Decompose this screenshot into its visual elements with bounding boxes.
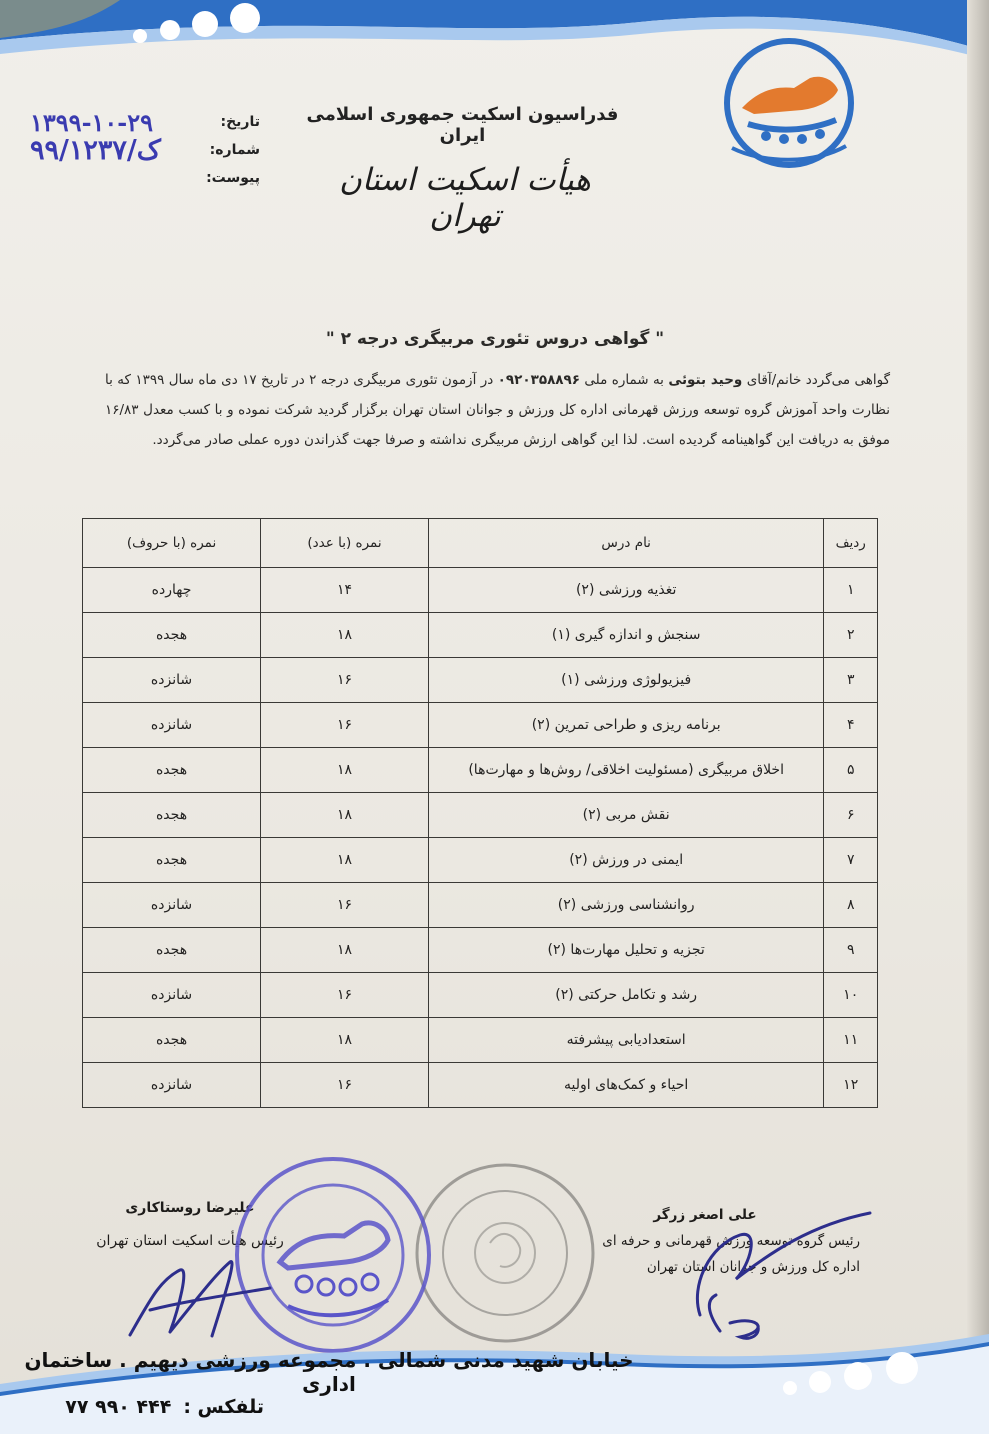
grade-digits-cell: ۱۶ — [261, 883, 429, 928]
course-name-cell: تجزیه و تحلیل مهارت‌ها (۲) — [428, 928, 823, 973]
course-name-cell: برنامه ریزی و طراحی تمرین (۲) — [428, 703, 823, 748]
body-id-intro: به شماره ملی — [580, 372, 669, 388]
course-name-cell: اخلاق مربیگری (مسئولیت اخلاقی/ روش‌ها و مهارت‌ها) — [428, 748, 823, 793]
body-intro: گواهی می‌گردد خانم/آقای — [742, 372, 891, 388]
course-name-cell: سنجش و اندازه گیری (۱) — [428, 613, 823, 658]
date-label: تاریخ: — [220, 114, 260, 130]
date-row — [30, 108, 260, 136]
table-row — [83, 793, 878, 838]
row-number-cell: ۶ — [824, 793, 878, 838]
table-row — [83, 1063, 878, 1108]
header-course: نام درس — [428, 519, 823, 568]
row-number-cell: ۷ — [824, 838, 878, 883]
grade-letters-cell: هجده — [83, 838, 261, 883]
national-id: ۰۹۲۰۳۵۸۸۹۶ — [497, 372, 581, 388]
grade-letters-cell: چهارده — [83, 568, 261, 613]
phone-value: ۷۷ ۹۹۰ ۴۴۴ — [65, 1396, 172, 1418]
letter-reference-block — [30, 108, 260, 192]
header-row-number: ردیف — [824, 519, 878, 568]
grade-digits-cell: ۱۶ — [261, 973, 429, 1018]
body-rest: در آزمون تئوری مربیگری درجه ۲ در تاریخ ۱۷ دی ماه سال ۱۳۹۹ که با نظارت واحد آموزش گروه توسعه ورزش قهرمانی اداره کل ورزش و جوانان استان تهران برگزار گردید شرکت نموده و با کسب معدل ۱۶/۸۳ موفق به دریافت این گواهینامه گردیده است. لذا این گواهی ارزش مربیگری نداشته و صرفا جهت گذراندن دوره عملی صادر می‌گردد. — [105, 372, 890, 448]
row-number-cell: ۱۱ — [824, 1018, 878, 1063]
table-row — [83, 883, 878, 928]
grade-letters-cell: شانزده — [83, 973, 261, 1018]
course-name-cell: فیزیولوژی ورزشی (۱) — [428, 658, 823, 703]
right-signer-role-line-2: اداره کل ورزش و جوانان استان تهران — [646, 1259, 860, 1275]
ministry-stamp — [410, 1158, 600, 1348]
grade-letters-cell: شانزده — [83, 1063, 261, 1108]
person-name: وحید بتوئی — [668, 372, 743, 388]
board-title: هیأت اسکیت استان تهران — [339, 162, 591, 234]
attachment-row — [30, 164, 260, 192]
grade-digits-cell: ۱۸ — [261, 928, 429, 973]
right-signer-name: علی اصغر زرگر — [653, 1207, 757, 1223]
course-name-cell: استعدادیابی پیشرفته — [428, 1018, 823, 1063]
certificate-body — [105, 365, 890, 455]
table-row — [83, 613, 878, 658]
grade-letters-cell: شانزده — [83, 703, 261, 748]
table-row — [83, 1018, 878, 1063]
right-signer-role-line-1: رئیس گروه توسعه ورزش قهرمانی و حرفه ای — [602, 1233, 860, 1249]
grade-digits-cell: ۱۸ — [261, 613, 429, 658]
date-value: ۱۳۹۹-۱۰-۲۹ — [30, 107, 154, 137]
grade-letters-cell: شانزده — [83, 658, 261, 703]
table-row — [83, 928, 878, 973]
row-number-cell: ۳ — [824, 658, 878, 703]
row-number-cell: ۱۲ — [824, 1063, 878, 1108]
row-number-cell: ۵ — [824, 748, 878, 793]
table-row — [83, 838, 878, 883]
phone-label: تلفکس : — [183, 1396, 264, 1418]
phone-line — [24, 1396, 264, 1418]
grade-digits-cell: ۱۸ — [261, 748, 429, 793]
grade-letters-cell: هجده — [83, 748, 261, 793]
table-row — [83, 703, 878, 748]
grade-letters-cell: هجده — [83, 793, 261, 838]
table-header-row — [83, 519, 878, 568]
row-number-cell: ۱ — [824, 568, 878, 613]
course-name-cell: نقش مربی (۲) — [428, 793, 823, 838]
table-row — [83, 748, 878, 793]
header-grade-digits: نمره (با عدد) — [261, 519, 429, 568]
certificate-title: " گواهی دروس تئوری مربیگری درجه ۲ " — [325, 329, 665, 349]
table-row — [83, 568, 878, 613]
table-row — [83, 973, 878, 1018]
attachment-label: پیوست: — [206, 170, 260, 186]
grade-digits-cell: ۱۶ — [261, 658, 429, 703]
row-number-cell: ۸ — [824, 883, 878, 928]
row-number-cell: ۹ — [824, 928, 878, 973]
course-name-cell: رشد و تکامل حرکتی (۲) — [428, 973, 823, 1018]
page-edge-shadow — [967, 0, 989, 1434]
number-row — [30, 136, 260, 164]
federation-title: فدراسیون اسکیت جمهوری اسلامی ایران — [306, 104, 619, 146]
grade-digits-cell: ۱۸ — [261, 1018, 429, 1063]
row-number-cell: ۴ — [824, 703, 878, 748]
course-name-cell: احیاء و کمک‌های اولیه — [428, 1063, 823, 1108]
course-name-cell: تغذیه ورزشی (۲) — [428, 568, 823, 613]
grade-letters-cell: هجده — [83, 928, 261, 973]
left-signer-name: علیرضا روستاکاری — [125, 1200, 255, 1216]
row-number-cell: ۱۰ — [824, 973, 878, 1018]
grade-letters-cell: هجده — [83, 1018, 261, 1063]
grade-digits-cell: ۱۸ — [261, 793, 429, 838]
number-value: ۹۹/ک/۱۲۳۷ — [30, 134, 161, 166]
grade-digits-cell: ۱۶ — [261, 703, 429, 748]
table-body — [83, 568, 878, 1108]
header-grade-letters: نمره (با حروف) — [83, 519, 261, 568]
grade-letters-cell: شانزده — [83, 883, 261, 928]
grade-letters-cell: هجده — [83, 613, 261, 658]
number-label: شماره: — [209, 142, 260, 158]
course-name-cell: روانشناسی ورزشی (۲) — [428, 883, 823, 928]
right-handwritten-signature — [680, 1205, 880, 1345]
grade-digits-cell: ۱۸ — [261, 838, 429, 883]
office-address: خیابان شهید مدنی شمالی . مجموعه ورزشی دیهیم . ساختمان اداری — [24, 1348, 634, 1396]
course-name-cell: ایمنی در ورزش (۲) — [428, 838, 823, 883]
left-signer-role: رئیس هیأت اسکیت استان تهران — [96, 1233, 284, 1249]
skate-federation-logo — [714, 28, 864, 178]
grade-digits-cell: ۱۶ — [261, 1063, 429, 1108]
table-row — [83, 658, 878, 703]
row-number-cell: ۲ — [824, 613, 878, 658]
grades-table — [82, 518, 878, 1108]
grade-digits-cell: ۱۴ — [261, 568, 429, 613]
